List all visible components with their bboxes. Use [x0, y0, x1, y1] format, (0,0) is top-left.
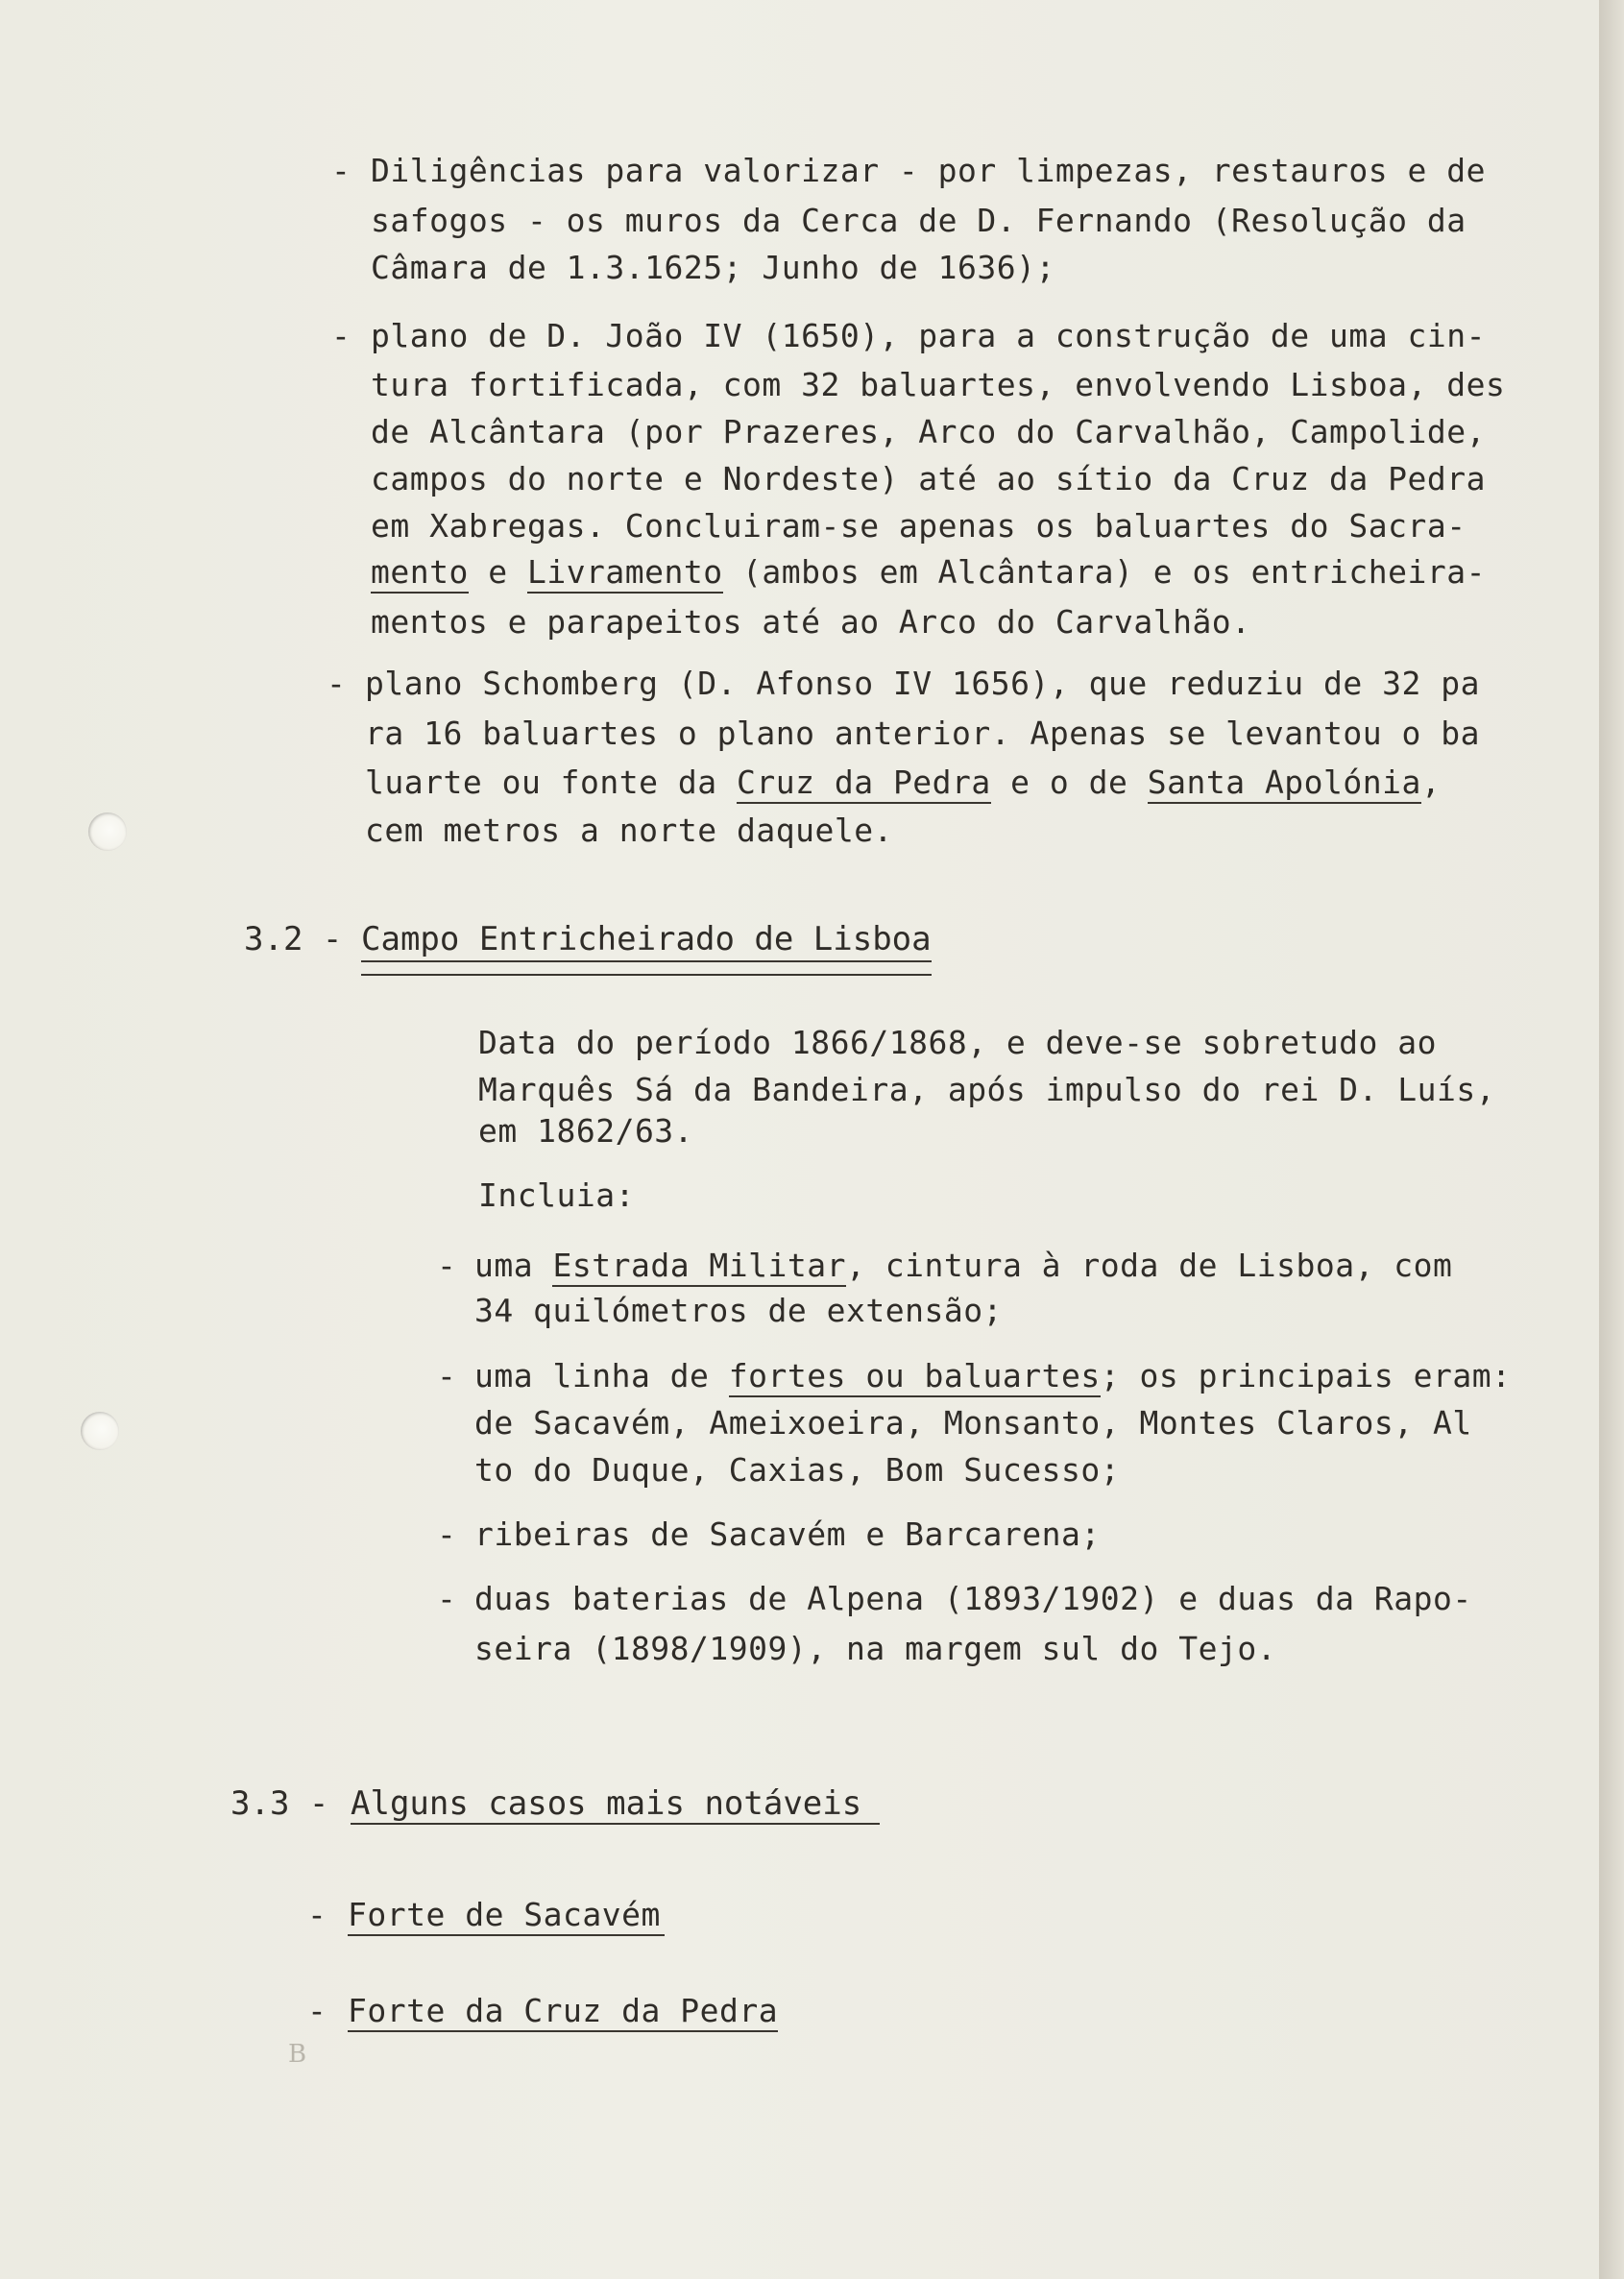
underlined-term: Santa Apolónia [1148, 764, 1421, 804]
text-line: Câmara de 1.3.1625; Junho de 1636); [371, 249, 1055, 286]
text-line: em Xabregas. Concluiram-se apenas os baluartes do Sacra- [371, 507, 1466, 545]
bullet-dash: - [327, 665, 346, 702]
text-line: duas baterias de Alpena (1893/1902) e duas da Rapo- [474, 1580, 1472, 1617]
section-number: 3.3 - [230, 1784, 329, 1823]
margin-mark: B [288, 2040, 307, 2069]
text-line: seira (1898/1909), na margem sul do Tejo. [474, 1630, 1277, 1667]
punch-hole-top [88, 812, 127, 851]
bullet-dash: - [437, 1247, 456, 1284]
underlined-term: Cruz da Pedra [737, 764, 991, 804]
bullet-dash: - [307, 1992, 327, 2029]
text-line: campos do norte e Nordeste) até ao sítio da Cruz da Pedra [371, 460, 1486, 497]
title-underline-second [361, 974, 932, 976]
text-line: 34 quilómetros de extensão; [474, 1292, 1003, 1329]
bullet-dash: - [437, 1357, 456, 1394]
text-line: mentos e parapeitos até ao Arco do Carvalhão. [371, 603, 1251, 641]
text-line: de Sacavém, Ameixoeira, Monsanto, Montes Claros, Al [474, 1404, 1472, 1442]
text-line: Diligências para valorizar - por limpezas, restauros e de [371, 152, 1486, 189]
underlined-term: mento [371, 553, 469, 594]
section-title: Alguns casos mais notáveis [351, 1784, 862, 1823]
underlined-term: fortes ou baluartes [729, 1357, 1101, 1397]
item-underline [348, 1934, 665, 1936]
text-line: plano Schomberg (D. Afonso IV 1656), que reduziu de 32 pa [365, 665, 1480, 702]
text-line: uma linha de fortes ou baluartes; os principais eram: [474, 1357, 1512, 1395]
underlined-term: Estrada Militar [552, 1247, 846, 1287]
bullet-dash: - [331, 152, 351, 189]
text-line: Data do período 1866/1868, e deve-se sobretudo ao [478, 1024, 1438, 1061]
text-line: plano de D. João IV (1650), para a construção de uma cin- [371, 317, 1486, 354]
text-line: Incluia: [478, 1176, 635, 1214]
item-underline [348, 2030, 778, 2032]
text-line: safogos - os muros da Cerca de D. Fernando (Resolução da [371, 202, 1466, 239]
title-underline [351, 1823, 880, 1825]
title-underline [361, 960, 932, 962]
punch-hole-bottom [81, 1412, 119, 1450]
list-item: Forte da Cruz da Pedra [348, 1992, 779, 2029]
text-line: to do Duque, Caxias, Bom Sucesso; [474, 1451, 1121, 1489]
text-line: mento e Livramento (ambos em Alcântara) e os entricheira- [371, 553, 1486, 592]
text-line: uma Estrada Militar, cintura à roda de Lisboa, com [474, 1247, 1452, 1285]
text-line: luarte ou fonte da Cruz da Pedra e o de Santa Apolónia, [365, 764, 1441, 802]
list-item: Forte de Sacavém [348, 1896, 661, 1933]
bullet-dash: - [437, 1580, 456, 1617]
bullet-dash: - [331, 317, 351, 354]
text-line: Marquês Sá da Bandeira, após impulso do rei D. Luís, [478, 1071, 1496, 1108]
text-line: em 1862/63. [478, 1112, 694, 1150]
text-line: ra 16 baluartes o plano anterior. Apenas se levantou o ba [365, 715, 1480, 752]
underlined-term: Livramento [527, 553, 723, 594]
text-line: ribeiras de Sacavém e Barcarena; [474, 1515, 1101, 1553]
text-line: tura fortificada, com 32 baluartes, envolvendo Lisboa, des [371, 366, 1506, 403]
text-line: cem metros a norte daquele. [365, 812, 893, 849]
section-title: Campo Entricheirado de Lisboa [361, 920, 932, 958]
section-number: 3.2 - [244, 920, 343, 958]
page-edge [1599, 0, 1624, 2279]
text-line: de Alcântara (por Prazeres, Arco do Carvalhão, Campolide, [371, 413, 1486, 450]
bullet-dash: - [307, 1896, 327, 1933]
bullet-dash: - [437, 1515, 456, 1553]
